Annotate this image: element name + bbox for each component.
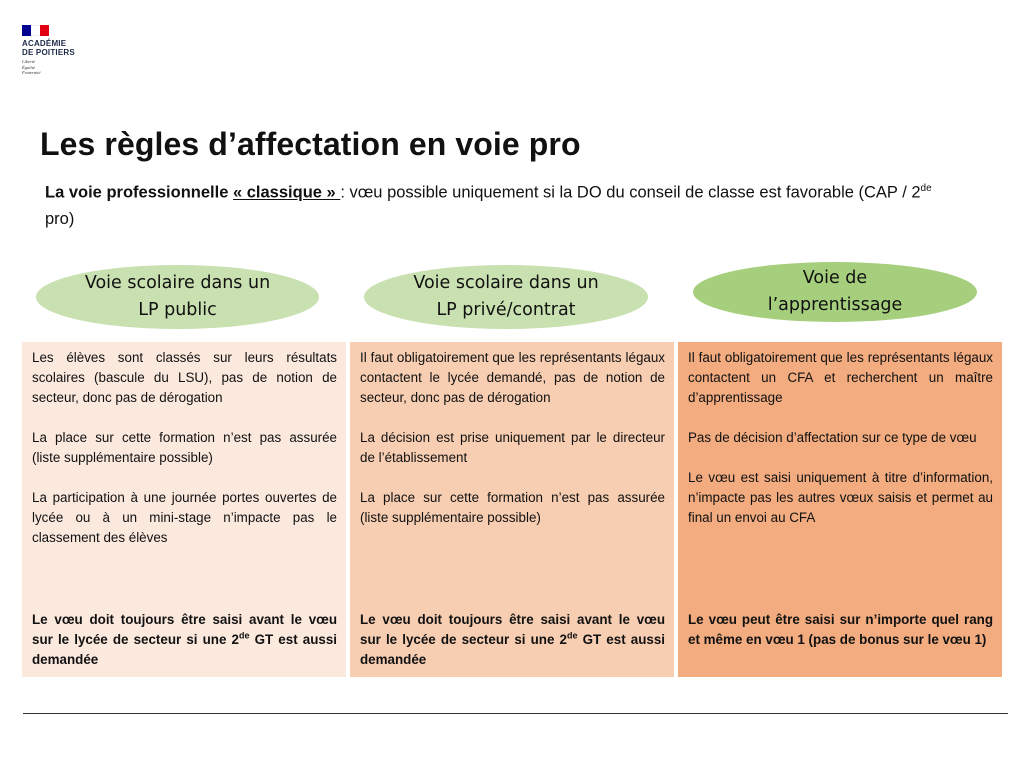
card-apprentissage bbox=[678, 342, 1002, 677]
logo-line1: ACADÉMIE bbox=[22, 39, 67, 48]
card-lp-prive bbox=[350, 342, 674, 677]
academie-logo bbox=[22, 25, 75, 76]
heading-apprentissage: Voie de l’apprentissage bbox=[693, 262, 977, 322]
card-paragraph: La place sur cette formation n’est pas assurée (liste supplémentaire possible) bbox=[32, 430, 337, 465]
card-paragraph: Pas de décision d’affectation sur ce type de vœu bbox=[688, 430, 977, 445]
heading-lp-public: Voie scolaire dans un LP public bbox=[36, 265, 319, 329]
footer-divider bbox=[23, 713, 1008, 714]
logo-line2: DE POITIERS bbox=[22, 48, 75, 57]
french-flag-icon bbox=[22, 25, 49, 36]
card-paragraph: La décision est prise uniquement par le directeur de l’établissement bbox=[360, 430, 665, 465]
card-paragraph: Il faut obligatoirement que les représentants légaux contactent le lycée demandé, pas de notion de secteur, donc pas de dérogation bbox=[360, 350, 665, 405]
logo-motto: Liberté Égalité Fraternité bbox=[22, 59, 41, 75]
card-rule: Le vœu peut être saisi sur n’importe quel rang et même en vœu 1 (pas de bonus sur le vœu 1) bbox=[688, 612, 993, 647]
heading-lp-prive: Voie scolaire dans un LP privé/contrat bbox=[364, 265, 648, 329]
card-paragraph: La participation à une journée portes ouvertes de lycée ou à un mini-stage n’impacte pas le classement des élèves bbox=[32, 490, 337, 545]
card-paragraph: La place sur cette formation n’est pas assurée (liste supplémentaire possible) bbox=[360, 490, 665, 525]
card-lp-public bbox=[22, 342, 346, 677]
subtitle: La voie professionnelle « classique » : vœu possible uniquement si la DO du conseil de classe est favorable (CAP / 2de pro) bbox=[45, 183, 932, 228]
card-paragraph: Il faut obligatoirement que les représentants légaux contactent un CFA et recherchent un maître d’apprentissage bbox=[688, 350, 993, 405]
card-paragraph: Le vœu est saisi uniquement à titre d’information, n’impacte pas les autres vœux saisis et permet au final un envoi au CFA bbox=[688, 470, 993, 525]
card-paragraph: Les élèves sont classés sur leurs résultats scolaires (bascule du LSU), pas de notion de secteur, donc pas de dérogation bbox=[32, 350, 337, 405]
card-rule: Le vœu doit toujours être saisi avant le vœu sur le lycée de secteur si une 2de GT est aussi demandée bbox=[32, 612, 337, 667]
page-title: Les règles d’affectation en voie pro bbox=[40, 126, 581, 162]
card-rule: Le vœu doit toujours être saisi avant le vœu sur le lycée de secteur si une 2de GT est aussi demandée bbox=[360, 612, 665, 667]
